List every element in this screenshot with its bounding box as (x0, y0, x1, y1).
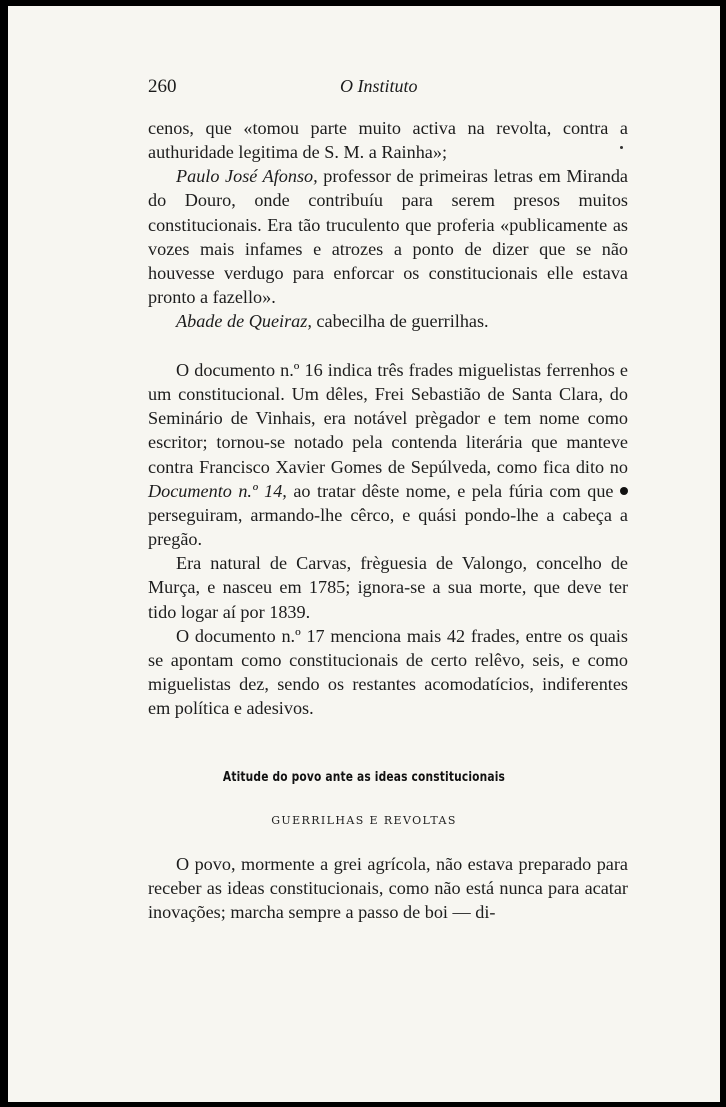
bullet-mark-icon (620, 487, 628, 495)
running-head (8, 76, 720, 100)
paragraph-o-povo: O povo, mormente a grei agrícola, não estava preparado para receber as ideas constitucionais, como não está nunca para acatar inovações; marcha sempre a passo de boi — di- (148, 854, 628, 923)
paragraph-abade-de-queiraz (148, 309, 628, 333)
journal-title: O Instituto (340, 76, 418, 96)
section-subheading: GUERRILHAS E REVOLTAS (271, 814, 457, 827)
paragraph-documento-16 (148, 358, 628, 551)
page-number: 260 (148, 76, 177, 97)
paragraph-text: O documento n.º 16 indica três frades miguelistas ferrenhos e um constitucional. Um dêles, Frei Sebastião de Santa Clara, do Seminário de Vinhais, era notável prègador e tem nome como escritor; tornou-se notado pela contenda literária que manteve contra Francisco Xavier Gomes de Sepúlveda, como fica dito no (148, 360, 628, 477)
paragraph-continuation: cenos, que «tomou parte muito activa na revolta, contra a authuridade legitima de S. M. a Rainha»; (148, 118, 628, 163)
book-page (8, 6, 720, 1102)
text-block-3 (148, 852, 628, 924)
paragraph-text: professor de primeiras letras em Miranda do Douro, onde contribuíu para serem presos muitos constitucionais. Era tão truculento que proferia «publicamente as vozes mais infames e atrozes a ponto de dizer que se não houvesse verdugo para enforcar os constitucionais elle estava pronto a fazello». (148, 166, 628, 308)
text-block-1 (148, 116, 628, 333)
paragraph-text: cabecilha de guerrilhas. (311, 311, 489, 332)
section-heading: Atitude do povo ante as ideas constitucionais (222, 770, 506, 785)
person-name: Abade de Queiraz, (176, 311, 312, 332)
paragraph-paulo-jose-afonso (148, 164, 628, 309)
paragraph-carvas: Era natural de Carvas, frèguesia de Valongo, concelho de Murça, e nasceu em 1785; ignora-se a sua morte, que deve ter tido logar aí por 1839. (148, 553, 628, 622)
paragraph-documento-17: O documento n.º 17 menciona mais 42 frades, entre os quais se apontam como constitucionais de certo relêvo, seis, e como miguelistas dez, sendo os restantes acomodatícios, indiferentes em política e adesivos. (148, 625, 628, 719)
person-name: Paulo José Afonso, (176, 166, 318, 187)
paragraph-text: ao tratar dêste nome, e pela fúria com que (286, 480, 620, 501)
document-reference: Documento n.º 14, (148, 480, 287, 501)
paragraph-text: perseguiram, armando-lhe cêrco, e quási pondo-lhe a cabeça a pregão. (148, 504, 628, 550)
text-block-2 (148, 358, 628, 720)
